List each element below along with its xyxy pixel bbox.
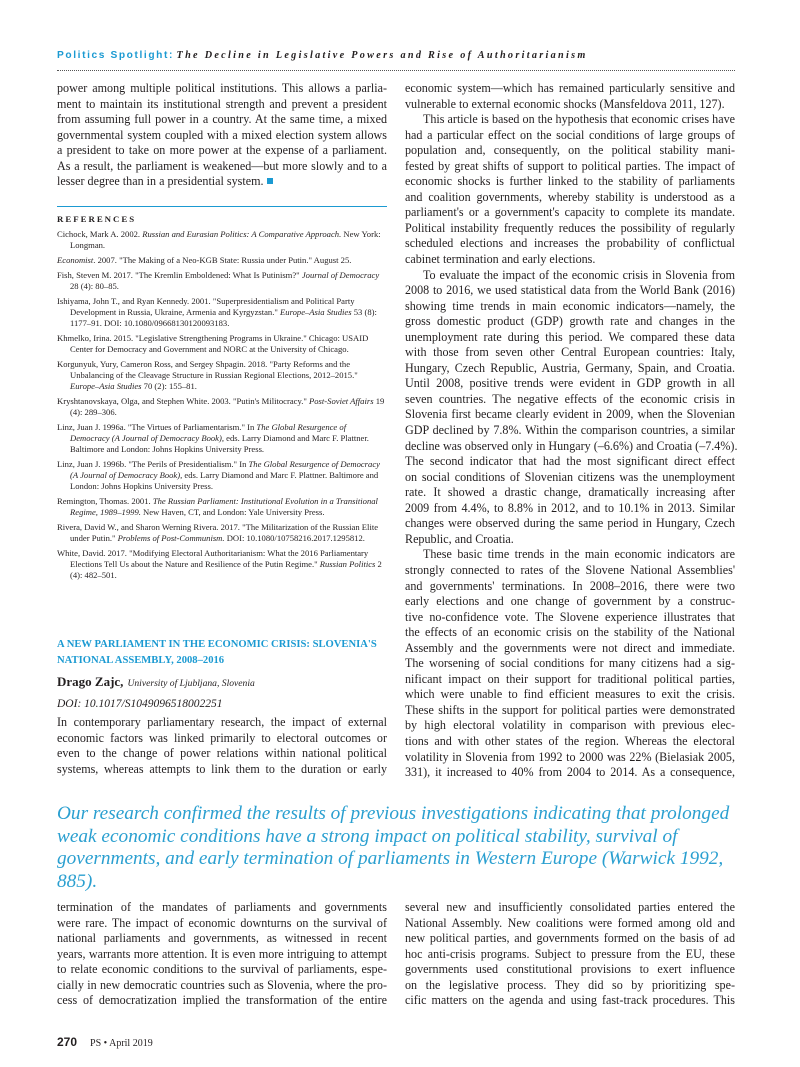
reference-item [57, 396, 387, 418]
reference-item [57, 522, 387, 544]
text-line: GDP declined by 7.8%. Within the comparison countries, a similar [405, 423, 735, 438]
text-line: population and, consequently, on the political stability mani- [405, 143, 735, 158]
text-line: new political parties, and governments formed on the basis of ad [405, 931, 735, 946]
right-column-text [405, 81, 738, 781]
text-line: and governments' terminations. In 2008–2016, there were two [405, 578, 735, 593]
reference-text: DOI: 10.1080/10758216.2017.1295812. [224, 532, 365, 543]
text-line: systems, whereas attempts to link them to the duration or early [57, 761, 387, 776]
author-affiliation: University of Ljubljana, Slovenia [127, 678, 255, 689]
text-line: cabinet termination and early elections. [405, 252, 596, 267]
reference-title: The Global Resurgence of Democracy (A Journal of Democracy Book), [70, 421, 347, 443]
text-line: cific matters on the agenda and using fast-track procedures. This [405, 993, 735, 1008]
text-line: years, warrants more attention. It is even more intriguing to attempt [57, 946, 387, 961]
text-line: even to the change of power relations within national political [57, 746, 387, 761]
reference-text: New York: Longman. [70, 229, 381, 250]
author-line [57, 673, 255, 691]
reference-text: New Haven, CT, and London: Yale University Press. [140, 506, 325, 517]
reference-item [57, 496, 387, 518]
text-line: Republic, and Croatia. [405, 531, 514, 546]
text-line: 2009 from 4.4%, to 8.8% in 2012, and to 10.1% in 2013. Similar [405, 500, 735, 515]
text-line: As a result, the parliament is weakened—but more slowly and to a [57, 158, 387, 173]
text-line: These shifts in the support for political parties were demonstrated [405, 702, 735, 717]
text-line: fested by great shifts of support to political parties. The impact of [405, 158, 735, 173]
text-line: seven countries. The negative effects of the economic crisis in [405, 391, 735, 406]
reference-text: Cichock, Mark A. 2002. [57, 229, 143, 239]
reference-text: 19 (4): 289–306. [70, 395, 385, 417]
text-line: early elections and one change of government by a construc- [405, 594, 735, 609]
header-divider [57, 70, 735, 71]
reference-title: The Global Resurgence of Democracy (A Journal of Democracy Book), [70, 458, 380, 480]
text-line: had a particular effect on the social conditions of large groups of [405, 127, 735, 142]
page-footer [57, 1033, 153, 1051]
reference-text: 70 (2): 155–81. [141, 380, 197, 391]
text-line: Until 2008, positive trends were evident in GDP growth in all [405, 376, 735, 391]
text-line: volatility in Slovenia from 1992 to 2000 was 22% (Bielasiak 2005, [405, 749, 735, 764]
text-line: To evaluate the impact of the economic crisis in Slovenia from [423, 267, 735, 282]
author-name: Drago Zajc, [57, 674, 124, 689]
text-line: nificant impact on their support for traditional political parties, [405, 671, 735, 686]
reference-text: Rivera, David W., and Sharon Werning Rivera. 2017. "The Militarization of the Russian Elite under Putin." [57, 521, 379, 543]
text-line: showing time trends in main economic indicators—namely, the [405, 298, 735, 313]
text-line: Hungary, Czech Republic, Austria, Germany, Spain, and Croatia. [405, 360, 735, 375]
text-line: 331), it increased to 40% from 2004 to 2014. As a consequence, [405, 765, 735, 780]
text-line: 2008 to 2016, we used statistical data from the World Bank (2016) [405, 283, 735, 298]
reference-item [57, 255, 387, 266]
end-mark-icon [267, 178, 273, 184]
reference-item [57, 422, 387, 455]
text-line: national parliaments and governments, as witnessed in recent [57, 931, 387, 946]
text-line: governmental system coupled with a mixed election system allows [57, 127, 387, 142]
reference-text: 2 (4): 482–501. [70, 558, 382, 580]
reference-title: Russian Politics [319, 558, 376, 569]
reference-item [57, 548, 387, 581]
text-line: gross domestic product (GDP) growth rate and changes in the [405, 314, 735, 329]
reference-item [57, 270, 387, 292]
text-line: were rare. The impact of economic downturns on the survival of [57, 915, 387, 930]
text-line: hoc anti-crisis programs. Subject to pressure from the EU, these [405, 946, 735, 961]
reference-title: Europe–Asia Studies [70, 380, 142, 391]
text-line: In contemporary parliamentary research, the impact of external [57, 715, 387, 729]
reference-item [57, 229, 387, 251]
running-head [57, 50, 588, 61]
text-line: economic factors was linked primarily to electoral outcomes or [57, 730, 387, 745]
reference-text: White, David. 2017. "Modifying Electoral Authoritarianism: What the 2016 Parliamentary Elections Tell Us about the Nature and Resilience of the Putin Regime." [57, 547, 369, 569]
text-line: National Assembly. New coalitions were formed among old and [405, 915, 735, 930]
text-line: economic shocks is further linked to the stability of parliaments [405, 174, 735, 189]
reference-text: Korgunyuk, Yury, Cameron Ross, and Sergey Shpagin. 2018. "Party Reforms and the Unbalancing of the Cleavage Structure in Russian Regional Elections, 2012–2015." [57, 359, 358, 380]
text-line: which were unable to find efficient measures to exit the crisis. [405, 687, 735, 702]
text-line: Political instability frequently reduces the possibility of regularly [405, 220, 735, 235]
page-number: 270 [57, 1035, 78, 1049]
text-line: governments used constitutional provisions to exert influence [405, 962, 735, 977]
text-line: Assembly and the governments were not direct and immediate. [405, 640, 735, 655]
text-line: tions and with other states of the region. Whereas the electoral [405, 733, 735, 748]
text-line: Slovenia first became clearly evident in 2009, when the Slovenian [405, 407, 735, 422]
reference-title: Economist [57, 255, 94, 265]
reference-text: . 2007. "The Making of a Neo-KGB State: Russia under Putin." August 25. [93, 255, 352, 265]
reference-title: The Russian Parliament: Institutional Evolution in a Transitional Regime, 1989–1999. [70, 495, 378, 517]
text-line: scheduled elections and increases the probability of conflictual [405, 236, 735, 251]
pull-quote: Our research confirmed the results of previous investigations indicating that prolonged weak economic conditions have a strong impact on political stability, survival of governments, and early termination of parliaments in Western Europe (Warwick 1992, 885). [57, 803, 730, 892]
text-line: These basic time trends in the main economic indicators are [423, 547, 735, 562]
reference-text: Linz, Juan J. 1996b. "The Perils of Presidentialism." In [57, 458, 249, 469]
reference-title: Problems of Post-Communism. [117, 532, 225, 543]
reference-title: Europe–Asia Studies [280, 307, 352, 317]
text-line: decline was observed only in Hungary (–6.6%) and Croatia (–7.4%). [405, 438, 738, 453]
reference-text: 53 (8): 1177–91. DOI: 10.1080/09668130120093183. [70, 307, 377, 328]
running-title: The Decline in Legislative Powers and Rise of Authoritarianism [176, 50, 588, 61]
text-line: power among multiple political institutions. This allows a parlia- [57, 81, 387, 95]
text-line: on social conditions of Slovenian citizens was the unemployment [405, 469, 735, 484]
reference-title: Russian and Eurasian Politics: A Comparative Approach. [142, 229, 342, 239]
text-line: The second indicator that had the most significant direct effect [405, 454, 735, 469]
text-line: strongly connected to rates of the Slovene National Assemblies' [405, 562, 735, 577]
reference-item [57, 333, 387, 355]
article-doi[interactable]: DOI: 10.1017/S1049096518002251 [57, 698, 223, 710]
text-line: changes were observed during the same period in Hungary, Czech [405, 516, 735, 531]
text-line: lesser degree than in a presidential system. [57, 174, 387, 190]
references-heading: REFERENCES [57, 214, 137, 224]
text-line: from assuming full power in a country. At the same time, a mixed [57, 112, 387, 127]
text-line: tive no-confidence vote. The Slovene experience illustrates that [405, 609, 735, 624]
left-column-bottom-text [57, 900, 387, 1009]
reference-text: eds. Larry Diamond and Marc F. Plattner. Baltimore and London: Johns Hopkins University Press. [70, 469, 379, 491]
references-divider [57, 206, 387, 207]
text-line: parliament's or a government's capacity to complete its mandate. [405, 205, 735, 220]
reference-text: Linz, Juan J. 1996a. "The Virtues of Parliamentarism." In [57, 421, 257, 432]
reference-item [57, 296, 387, 329]
text-line: This article is based on the hypothesis that economic crises have [423, 112, 735, 127]
text-line: termination of the mandates of parliaments and governments [57, 900, 387, 914]
reference-text: Remington, Thomas. 2001. [57, 495, 153, 506]
reference-title: Post-Soviet Affairs [309, 395, 374, 406]
text-line: several new and insufficiently consolidated parties entered the [405, 900, 735, 914]
reference-item [57, 459, 387, 492]
text-line: ment to maintain its institutional strength and prevent a president [57, 96, 387, 111]
text-line: unemployment rate during this period. We compared these data [405, 329, 735, 344]
text-line: the effects of an economic crisis on the stability of the National [405, 625, 735, 640]
reference-text: Fish, Steven M. 2017. "The Kremlin Emboldened: What Is Putinism?" [57, 270, 302, 281]
reference-text: Ishiyama, John T., and Ryan Kennedy. 2001. "Superpresidentialism and Political Party Development in Russia, Ukraine, Armenia and Kyrgyzstan." [57, 296, 355, 317]
text-line: and coalition governments, whereby stability is understood as a [405, 189, 735, 204]
journal-issue: PS • April 2019 [90, 1038, 153, 1049]
text-line: a president to take on more power at the expense of a parliament. [57, 143, 387, 158]
text-line: rate. It showed a drastic change, dramatically increasing after [405, 485, 735, 500]
reference-item [57, 359, 387, 392]
reference-text: Kryshtanovskaya, Olga, and Stephen White. 2003. "Putin's Militocracy." [57, 395, 310, 406]
text-line: cially in new democratic countries such as Slovenia, where the pro- [57, 977, 387, 992]
section-label: Politics Spotlight: [57, 50, 174, 61]
text-line: to relate economic conditions to the survival of parliaments, espe- [57, 962, 387, 977]
text-line: by high electoral volatility in comparison with previous elec- [405, 718, 735, 733]
text-line: economic system—which has remained particularly sensitive and [405, 81, 735, 95]
reference-text: eds. Larry Diamond and Marc F. Plattner. Baltimore and London: Johns Hopkins University Press. [70, 432, 369, 454]
left-column-top-text [57, 81, 387, 190]
reference-text: 28 (4): 80–85. [70, 281, 119, 291]
reference-text: Khmelko, Irina. 2015. "Legislative Strengthening Programs in Ukraine." Chicago: USAID Center for Democracy and Government and NORC at the University of Chicago. [57, 333, 369, 354]
right-column-bottom-text [405, 900, 735, 1009]
text-line: cess of democratization implied the transformation of the entire [57, 993, 387, 1008]
references-list [57, 229, 387, 585]
article-heading: A NEW PARLIAMENT IN THE ECONOMIC CRISIS: SLOVENIA'S NATIONAL ASSEMBLY, 2008–2016 [57, 639, 377, 666]
text-line: with those from seven other Central European countries: Italy, [405, 345, 735, 360]
text-line: vulnerable to external economic shocks (Mansfeldova 2011, 127). [405, 96, 725, 111]
left-column-body-text [57, 715, 387, 777]
reference-title: Journal of Democracy [301, 270, 380, 281]
text-line: The worsening of social conditions for many citizens had a sig- [405, 656, 735, 671]
text-line: on the legislative process. They did so by prioritizing spe- [405, 977, 735, 992]
